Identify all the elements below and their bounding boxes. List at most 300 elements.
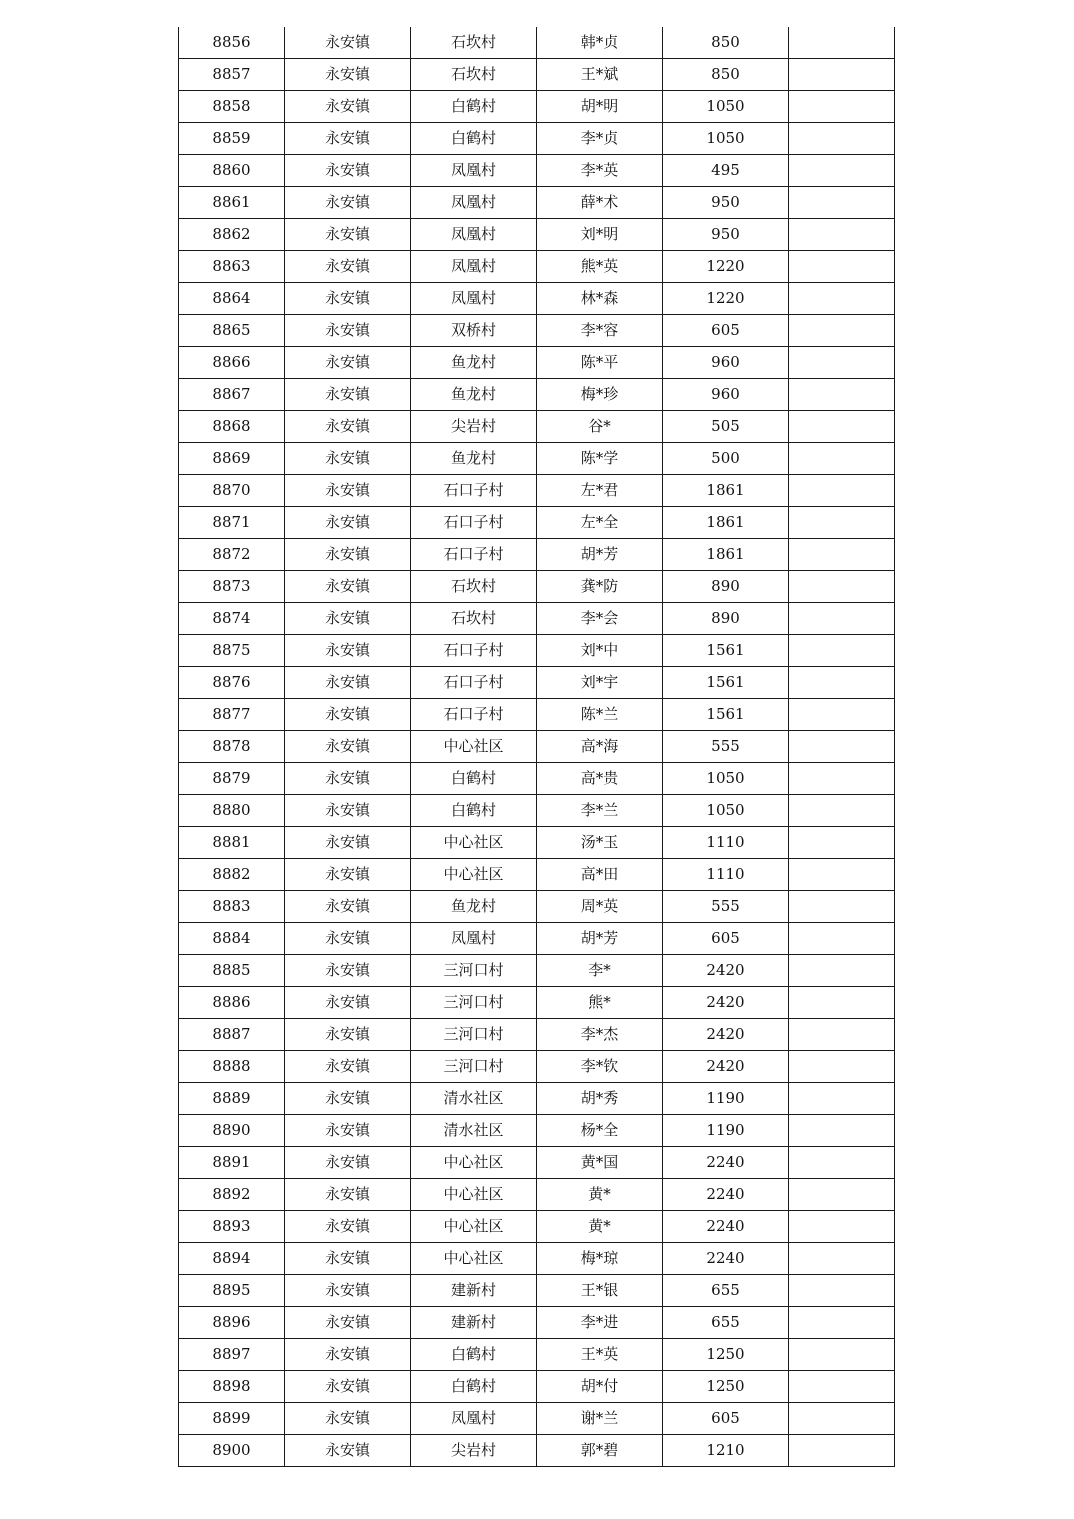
name-cell: 薛*术 (537, 187, 663, 219)
note-cell (789, 923, 895, 955)
amount-cell: 2240 (663, 1147, 789, 1179)
table-row (179, 347, 895, 379)
table-row (179, 1179, 895, 1211)
table-row (179, 667, 895, 699)
amount-cell: 500 (663, 443, 789, 475)
amount-cell: 2420 (663, 1051, 789, 1083)
town-cell: 永安镇 (285, 1083, 411, 1115)
table-row (179, 123, 895, 155)
amount-cell: 1561 (663, 667, 789, 699)
amount-cell: 505 (663, 411, 789, 443)
note-cell (789, 379, 895, 411)
village-cell: 三河口村 (411, 955, 537, 987)
row-number-cell: 8865 (179, 315, 285, 347)
village-cell: 石口子村 (411, 699, 537, 731)
town-cell: 永安镇 (285, 1339, 411, 1371)
amount-cell: 1250 (663, 1339, 789, 1371)
amount-cell: 1861 (663, 539, 789, 571)
town-cell: 永安镇 (285, 123, 411, 155)
name-cell: 汤*玉 (537, 827, 663, 859)
row-number-cell: 8899 (179, 1403, 285, 1435)
village-cell: 建新村 (411, 1275, 537, 1307)
note-cell (789, 91, 895, 123)
table-row (179, 859, 895, 891)
row-number-cell: 8876 (179, 667, 285, 699)
note-cell (789, 1147, 895, 1179)
name-cell: 李*钦 (537, 1051, 663, 1083)
note-cell (789, 859, 895, 891)
note-cell (789, 59, 895, 91)
note-cell (789, 731, 895, 763)
name-cell: 左*全 (537, 507, 663, 539)
village-cell: 中心社区 (411, 1243, 537, 1275)
row-number-cell: 8882 (179, 859, 285, 891)
village-cell: 三河口村 (411, 1019, 537, 1051)
amount-cell: 950 (663, 187, 789, 219)
note-cell (789, 1403, 895, 1435)
name-cell: 黄* (537, 1179, 663, 1211)
amount-cell: 1050 (663, 123, 789, 155)
amount-cell: 890 (663, 603, 789, 635)
note-cell (789, 411, 895, 443)
note-cell (789, 763, 895, 795)
name-cell: 李*杰 (537, 1019, 663, 1051)
amount-cell: 555 (663, 731, 789, 763)
table-row (179, 1371, 895, 1403)
town-cell: 永安镇 (285, 1179, 411, 1211)
town-cell: 永安镇 (285, 1115, 411, 1147)
table-row (179, 1307, 895, 1339)
note-cell (789, 1339, 895, 1371)
note-cell (789, 443, 895, 475)
note-cell (789, 507, 895, 539)
name-cell: 高*田 (537, 859, 663, 891)
row-number-cell: 8881 (179, 827, 285, 859)
table-row (179, 91, 895, 123)
table-row (179, 155, 895, 187)
row-number-cell: 8870 (179, 475, 285, 507)
row-number-cell: 8900 (179, 1435, 285, 1467)
town-cell: 永安镇 (285, 795, 411, 827)
name-cell: 王*银 (537, 1275, 663, 1307)
row-number-cell: 8890 (179, 1115, 285, 1147)
town-cell: 永安镇 (285, 603, 411, 635)
village-cell: 鱼龙村 (411, 443, 537, 475)
amount-cell: 1220 (663, 283, 789, 315)
table-row (179, 1435, 895, 1467)
table-row (179, 1403, 895, 1435)
amount-cell: 1050 (663, 91, 789, 123)
village-cell: 中心社区 (411, 1179, 537, 1211)
amount-cell: 605 (663, 923, 789, 955)
town-cell: 永安镇 (285, 27, 411, 59)
village-cell: 清水社区 (411, 1083, 537, 1115)
village-cell: 凤凰村 (411, 283, 537, 315)
row-number-cell: 8864 (179, 283, 285, 315)
row-number-cell: 8884 (179, 923, 285, 955)
row-number-cell: 8863 (179, 251, 285, 283)
name-cell: 李*兰 (537, 795, 663, 827)
table-row (179, 603, 895, 635)
row-number-cell: 8883 (179, 891, 285, 923)
name-cell: 林*森 (537, 283, 663, 315)
amount-cell: 1190 (663, 1115, 789, 1147)
row-number-cell: 8888 (179, 1051, 285, 1083)
amount-cell: 2420 (663, 955, 789, 987)
village-cell: 三河口村 (411, 1051, 537, 1083)
amount-cell: 1050 (663, 763, 789, 795)
table-row (179, 59, 895, 91)
note-cell (789, 1019, 895, 1051)
note-cell (789, 1307, 895, 1339)
amount-cell: 1250 (663, 1371, 789, 1403)
row-number-cell: 8896 (179, 1307, 285, 1339)
row-number-cell: 8872 (179, 539, 285, 571)
town-cell: 永安镇 (285, 219, 411, 251)
name-cell: 黄*国 (537, 1147, 663, 1179)
name-cell: 高*海 (537, 731, 663, 763)
name-cell: 郭*碧 (537, 1435, 663, 1467)
amount-cell: 605 (663, 315, 789, 347)
row-number-cell: 8889 (179, 1083, 285, 1115)
amount-cell: 1110 (663, 859, 789, 891)
amount-cell: 1210 (663, 1435, 789, 1467)
row-number-cell: 8879 (179, 763, 285, 795)
amount-cell: 2420 (663, 987, 789, 1019)
amount-cell: 890 (663, 571, 789, 603)
town-cell: 永安镇 (285, 731, 411, 763)
note-cell (789, 1211, 895, 1243)
name-cell: 谢*兰 (537, 1403, 663, 1435)
village-cell: 鱼龙村 (411, 347, 537, 379)
town-cell: 永安镇 (285, 987, 411, 1019)
note-cell (789, 1115, 895, 1147)
name-cell: 李* (537, 955, 663, 987)
name-cell: 梅*琼 (537, 1243, 663, 1275)
village-cell: 石口子村 (411, 507, 537, 539)
table-row (179, 475, 895, 507)
table-row (179, 379, 895, 411)
village-cell: 白鹤村 (411, 795, 537, 827)
name-cell: 李*会 (537, 603, 663, 635)
name-cell: 韩*贞 (537, 27, 663, 59)
name-cell: 刘*宇 (537, 667, 663, 699)
amount-cell: 2240 (663, 1179, 789, 1211)
name-cell: 杨*全 (537, 1115, 663, 1147)
note-cell (789, 891, 895, 923)
name-cell: 王*斌 (537, 59, 663, 91)
table-row (179, 1339, 895, 1371)
town-cell: 永安镇 (285, 155, 411, 187)
town-cell: 永安镇 (285, 635, 411, 667)
amount-cell: 495 (663, 155, 789, 187)
name-cell: 李*英 (537, 155, 663, 187)
name-cell: 胡*秀 (537, 1083, 663, 1115)
amount-cell: 1110 (663, 827, 789, 859)
name-cell: 刘*中 (537, 635, 663, 667)
village-cell: 白鹤村 (411, 123, 537, 155)
table-row (179, 923, 895, 955)
amount-cell: 850 (663, 27, 789, 59)
village-cell: 石坎村 (411, 571, 537, 603)
row-number-cell: 8857 (179, 59, 285, 91)
village-cell: 白鹤村 (411, 763, 537, 795)
note-cell (789, 1371, 895, 1403)
town-cell: 永安镇 (285, 571, 411, 603)
note-cell (789, 155, 895, 187)
row-number-cell: 8877 (179, 699, 285, 731)
village-cell: 建新村 (411, 1307, 537, 1339)
note-cell (789, 27, 895, 59)
row-number-cell: 8897 (179, 1339, 285, 1371)
village-cell: 清水社区 (411, 1115, 537, 1147)
town-cell: 永安镇 (285, 539, 411, 571)
row-number-cell: 8873 (179, 571, 285, 603)
name-cell: 陈*兰 (537, 699, 663, 731)
amount-cell: 605 (663, 1403, 789, 1435)
amount-cell: 655 (663, 1275, 789, 1307)
row-number-cell: 8893 (179, 1211, 285, 1243)
table-row (179, 1147, 895, 1179)
note-cell (789, 955, 895, 987)
village-cell: 石坎村 (411, 27, 537, 59)
amount-cell: 2420 (663, 1019, 789, 1051)
row-number-cell: 8886 (179, 987, 285, 1019)
note-cell (789, 795, 895, 827)
row-number-cell: 8875 (179, 635, 285, 667)
name-cell: 熊*英 (537, 251, 663, 283)
table-row (179, 699, 895, 731)
town-cell: 永安镇 (285, 699, 411, 731)
row-number-cell: 8885 (179, 955, 285, 987)
town-cell: 永安镇 (285, 283, 411, 315)
name-cell: 周*英 (537, 891, 663, 923)
village-cell: 中心社区 (411, 731, 537, 763)
note-cell (789, 1435, 895, 1467)
row-number-cell: 8866 (179, 347, 285, 379)
town-cell: 永安镇 (285, 859, 411, 891)
table-row (179, 1115, 895, 1147)
village-cell: 白鹤村 (411, 91, 537, 123)
village-cell: 鱼龙村 (411, 891, 537, 923)
row-number-cell: 8894 (179, 1243, 285, 1275)
note-cell (789, 123, 895, 155)
village-cell: 三河口村 (411, 987, 537, 1019)
note-cell (789, 635, 895, 667)
note-cell (789, 603, 895, 635)
name-cell: 黄* (537, 1211, 663, 1243)
table-row (179, 1243, 895, 1275)
name-cell: 李*进 (537, 1307, 663, 1339)
village-cell: 中心社区 (411, 1147, 537, 1179)
town-cell: 永安镇 (285, 251, 411, 283)
town-cell: 永安镇 (285, 475, 411, 507)
town-cell: 永安镇 (285, 379, 411, 411)
amount-cell: 950 (663, 219, 789, 251)
note-cell (789, 283, 895, 315)
town-cell: 永安镇 (285, 763, 411, 795)
village-cell: 石坎村 (411, 59, 537, 91)
amount-cell: 2240 (663, 1211, 789, 1243)
town-cell: 永安镇 (285, 1019, 411, 1051)
row-number-cell: 8862 (179, 219, 285, 251)
name-cell: 高*贵 (537, 763, 663, 795)
note-cell (789, 219, 895, 251)
village-cell: 白鹤村 (411, 1339, 537, 1371)
amount-cell: 1861 (663, 507, 789, 539)
name-cell: 陈*学 (537, 443, 663, 475)
name-cell: 胡*付 (537, 1371, 663, 1403)
village-cell: 凤凰村 (411, 219, 537, 251)
table-row (179, 1019, 895, 1051)
amount-cell: 1861 (663, 475, 789, 507)
amount-cell: 1050 (663, 795, 789, 827)
table-row (179, 27, 895, 59)
amount-cell: 1561 (663, 635, 789, 667)
note-cell (789, 827, 895, 859)
table-body (179, 27, 895, 1467)
row-number-cell: 8878 (179, 731, 285, 763)
row-number-cell: 8871 (179, 507, 285, 539)
name-cell: 李*容 (537, 315, 663, 347)
table-row (179, 219, 895, 251)
table-row (179, 891, 895, 923)
note-cell (789, 539, 895, 571)
town-cell: 永安镇 (285, 411, 411, 443)
row-number-cell: 8895 (179, 1275, 285, 1307)
village-cell: 白鹤村 (411, 1371, 537, 1403)
table-row (179, 1211, 895, 1243)
town-cell: 永安镇 (285, 891, 411, 923)
table-row (179, 443, 895, 475)
village-cell: 中心社区 (411, 859, 537, 891)
row-number-cell: 8869 (179, 443, 285, 475)
village-cell: 凤凰村 (411, 187, 537, 219)
town-cell: 永安镇 (285, 507, 411, 539)
town-cell: 永安镇 (285, 1435, 411, 1467)
amount-cell: 555 (663, 891, 789, 923)
row-number-cell: 8891 (179, 1147, 285, 1179)
amount-cell: 655 (663, 1307, 789, 1339)
village-cell: 凤凰村 (411, 155, 537, 187)
note-cell (789, 187, 895, 219)
table-row (179, 315, 895, 347)
table-row (179, 795, 895, 827)
town-cell: 永安镇 (285, 923, 411, 955)
amount-cell: 960 (663, 379, 789, 411)
town-cell: 永安镇 (285, 59, 411, 91)
village-cell: 尖岩村 (411, 411, 537, 443)
table-row (179, 411, 895, 443)
table-row (179, 1051, 895, 1083)
town-cell: 永安镇 (285, 1147, 411, 1179)
table-row (179, 827, 895, 859)
town-cell: 永安镇 (285, 955, 411, 987)
row-number-cell: 8892 (179, 1179, 285, 1211)
note-cell (789, 987, 895, 1019)
village-cell: 石口子村 (411, 667, 537, 699)
village-cell: 凤凰村 (411, 251, 537, 283)
table-row (179, 539, 895, 571)
row-number-cell: 8867 (179, 379, 285, 411)
village-cell: 石口子村 (411, 635, 537, 667)
town-cell: 永安镇 (285, 91, 411, 123)
note-cell (789, 315, 895, 347)
amount-cell: 1190 (663, 1083, 789, 1115)
town-cell: 永安镇 (285, 1307, 411, 1339)
amount-cell: 1561 (663, 699, 789, 731)
row-number-cell: 8860 (179, 155, 285, 187)
town-cell: 永安镇 (285, 667, 411, 699)
town-cell: 永安镇 (285, 347, 411, 379)
note-cell (789, 699, 895, 731)
name-cell: 陈*平 (537, 347, 663, 379)
note-cell (789, 251, 895, 283)
village-cell: 尖岩村 (411, 1435, 537, 1467)
note-cell (789, 667, 895, 699)
name-cell: 刘*明 (537, 219, 663, 251)
name-cell: 谷* (537, 411, 663, 443)
note-cell (789, 1243, 895, 1275)
table-row (179, 955, 895, 987)
town-cell: 永安镇 (285, 827, 411, 859)
table-row (179, 987, 895, 1019)
town-cell: 永安镇 (285, 1051, 411, 1083)
village-cell: 鱼龙村 (411, 379, 537, 411)
name-cell: 胡*明 (537, 91, 663, 123)
village-cell: 凤凰村 (411, 1403, 537, 1435)
village-cell: 石口子村 (411, 475, 537, 507)
note-cell (789, 1051, 895, 1083)
row-number-cell: 8868 (179, 411, 285, 443)
amount-cell: 1220 (663, 251, 789, 283)
town-cell: 永安镇 (285, 1371, 411, 1403)
village-cell: 中心社区 (411, 827, 537, 859)
name-cell: 王*英 (537, 1339, 663, 1371)
town-cell: 永安镇 (285, 443, 411, 475)
amount-cell: 2240 (663, 1243, 789, 1275)
row-number-cell: 8861 (179, 187, 285, 219)
village-cell: 双桥村 (411, 315, 537, 347)
village-cell: 中心社区 (411, 1211, 537, 1243)
table-row (179, 507, 895, 539)
row-number-cell: 8880 (179, 795, 285, 827)
table-row (179, 187, 895, 219)
note-cell (789, 1275, 895, 1307)
town-cell: 永安镇 (285, 315, 411, 347)
village-cell: 石口子村 (411, 539, 537, 571)
village-cell: 石坎村 (411, 603, 537, 635)
table-row (179, 1083, 895, 1115)
row-number-cell: 8856 (179, 27, 285, 59)
table-row (179, 571, 895, 603)
town-cell: 永安镇 (285, 1275, 411, 1307)
row-number-cell: 8858 (179, 91, 285, 123)
row-number-cell: 8898 (179, 1371, 285, 1403)
note-cell (789, 571, 895, 603)
name-cell: 胡*芳 (537, 923, 663, 955)
table-row (179, 283, 895, 315)
row-number-cell: 8874 (179, 603, 285, 635)
village-cell: 凤凰村 (411, 923, 537, 955)
note-cell (789, 1083, 895, 1115)
town-cell: 永安镇 (285, 1243, 411, 1275)
amount-cell: 850 (663, 59, 789, 91)
town-cell: 永安镇 (285, 1211, 411, 1243)
table-row (179, 731, 895, 763)
name-cell: 熊* (537, 987, 663, 1019)
table-row (179, 1275, 895, 1307)
